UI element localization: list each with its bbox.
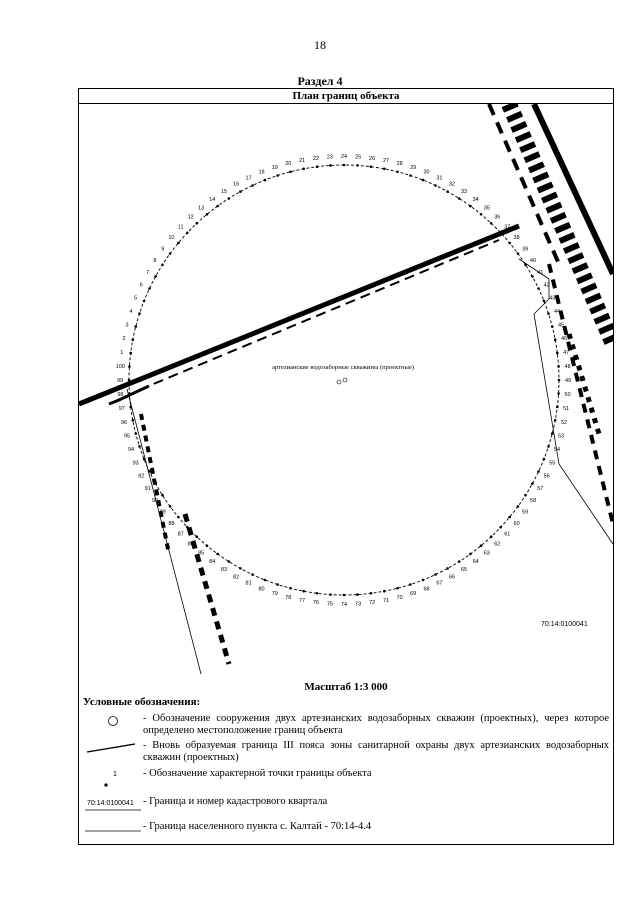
boundary-point — [524, 494, 527, 497]
legend-title: Условные обозначения: — [83, 696, 201, 708]
boundary-point — [469, 205, 472, 208]
boundary-point-number: 95 — [123, 433, 131, 440]
boundary-point — [517, 505, 520, 508]
boundary-point — [480, 213, 483, 216]
boundary-point — [370, 165, 373, 168]
boundary-point-number: 23 — [326, 154, 333, 161]
boundary-point — [557, 392, 560, 395]
boundary-point — [143, 458, 146, 461]
boundary-point-number: 15 — [220, 188, 228, 195]
boundary-point-number: 80 — [258, 586, 265, 593]
boundary-point — [251, 184, 254, 187]
boundary-point — [196, 222, 199, 225]
legend-item: - Вновь образуемая граница III пояса зоны санитарной охраны двух артезианских водозаборных скважин (проектных) — [143, 740, 609, 763]
boundary-point — [551, 325, 554, 328]
boundary-point — [143, 300, 146, 303]
boundary-point — [556, 352, 559, 355]
boundary-point — [138, 312, 141, 315]
boundary-point — [554, 419, 557, 422]
boundary-point — [343, 594, 346, 597]
boundary-point-number: 31 — [436, 175, 443, 182]
boundary-point — [531, 482, 534, 485]
boundary-point — [316, 592, 319, 595]
boundary-point-number: 36 — [494, 214, 501, 221]
boundary-point-number: 67 — [436, 580, 443, 587]
boundary-point — [499, 232, 502, 235]
boundary-point — [289, 171, 292, 174]
well-symbol — [337, 380, 341, 384]
boundary-point — [276, 174, 279, 177]
boundary-point — [557, 365, 560, 368]
boundary-point — [370, 592, 373, 595]
boundary-point-number: 52 — [560, 420, 568, 426]
well-symbol — [343, 378, 347, 382]
boundary-point — [239, 567, 242, 570]
boundary-point — [135, 432, 138, 435]
boundary-point — [556, 406, 559, 409]
boundary-point-number: 76 — [312, 600, 319, 607]
boundary-point — [302, 168, 305, 171]
boundary-point-number: 51 — [563, 406, 570, 413]
road-strip — [79, 226, 519, 413]
boundary-point — [186, 526, 189, 529]
boundary-point — [490, 222, 493, 225]
boundary-point-number: 18 — [258, 169, 265, 176]
boundary-point-number: 85 — [198, 550, 205, 557]
boundary-point — [356, 593, 359, 596]
boundary-point — [434, 573, 437, 576]
boundary-point — [264, 579, 267, 582]
boundary-point-number: 65 — [460, 567, 468, 574]
boundary-point-number: 70 — [396, 595, 403, 601]
boundary-point — [329, 593, 332, 596]
boundary-point — [422, 579, 425, 582]
boundary-point — [383, 168, 386, 171]
point-icon-label: 1 — [113, 771, 117, 778]
boundary-point-number: 93 — [132, 460, 139, 467]
boundary-point-number: 60 — [513, 520, 520, 527]
boundary-point — [554, 338, 557, 341]
boundary-point-number: 74 — [340, 602, 348, 608]
legend-item: - Граница и номер кадастрового квартала — [143, 796, 328, 807]
boundary-point — [177, 242, 180, 245]
boundary-point-number: 32 — [448, 181, 455, 188]
boundary-point — [132, 338, 135, 341]
boundary-point-number: 68 — [423, 586, 430, 593]
boundary-point-number: 62 — [494, 541, 501, 548]
boundary-point — [434, 184, 437, 187]
cadastral-label: 70:14:0100041 — [541, 621, 588, 628]
boundary-point-number: 92 — [138, 473, 145, 480]
boundary-point-number: 57 — [537, 485, 544, 492]
settlement-line-icon — [85, 829, 141, 833]
boundary-point — [547, 312, 550, 315]
boundary-point-number: 79 — [271, 591, 278, 597]
legend-item: - Граница населенного пункта с. Калтай - 70:14-4.4 — [143, 821, 372, 832]
boundary-point-number: 13 — [198, 205, 205, 212]
boundary-point-number: 96 — [120, 420, 128, 426]
boundary-point — [128, 392, 131, 395]
boundary-point-number: 71 — [382, 598, 390, 604]
boundary-point-number: 24 — [340, 154, 348, 160]
boundary-point-number: 14 — [209, 196, 216, 203]
boundary-point-number: 46 — [560, 336, 568, 342]
boundary-point-number: 82 — [233, 574, 240, 581]
boundary-point-number: 88 — [168, 520, 175, 527]
zone-boundary-circle — [129, 165, 559, 595]
boundary-point-number: 41 — [537, 270, 544, 277]
boundary-point-number: 34 — [472, 196, 479, 203]
boundary-point-number: 97 — [118, 406, 125, 413]
boundary-point-number: 58 — [530, 498, 537, 504]
wells-label: артезианские водозаборные скважины (проектные) — [272, 364, 414, 371]
boundary-point-number: 43 — [549, 295, 556, 302]
boundary-point — [216, 553, 219, 556]
boundary-point — [543, 300, 546, 303]
boundary-point — [129, 352, 132, 355]
boundary-point — [276, 583, 279, 586]
boundary-point-number: 55 — [549, 460, 556, 467]
boundary-point-number: 16 — [233, 181, 240, 188]
boundary-point-number: 69 — [410, 591, 417, 597]
boundary-point-number: 6 — [139, 282, 143, 289]
boundary-map — [79, 104, 613, 676]
boundary-point-number: 47 — [563, 349, 570, 356]
boundary-point — [177, 516, 180, 519]
boundary-point — [154, 482, 157, 485]
boundary-point-number: 19 — [271, 165, 278, 171]
boundary-point — [196, 535, 199, 538]
boundary-point-number: 35 — [483, 205, 490, 212]
boundary-point-number: 98 — [117, 392, 124, 399]
boundary-point-number: 56 — [543, 473, 550, 480]
boundary-point-number: 54 — [553, 447, 561, 454]
boundary-point-number: 81 — [245, 580, 252, 587]
boundary-point-number: 3 — [125, 322, 129, 329]
boundary-point-number: 78 — [285, 595, 292, 601]
boundary-point — [537, 287, 540, 290]
boundary-point — [499, 526, 502, 529]
boundary-point-number: 37 — [504, 224, 511, 231]
boundary-point — [446, 567, 449, 570]
boundary-point — [409, 174, 412, 177]
boundary-point-number: 29 — [410, 165, 417, 171]
boundary-point — [316, 165, 319, 168]
boundary-point — [206, 544, 209, 547]
boundary-point — [128, 365, 131, 368]
page-number: 18 — [314, 38, 326, 52]
boundary-point-number: 99 — [116, 378, 124, 384]
boundary-point-number: 2 — [122, 336, 126, 342]
boundary-point — [343, 164, 346, 167]
boundary-point-number: 22 — [312, 155, 319, 162]
boundary-point-number: 20 — [285, 161, 292, 167]
boundary-point — [186, 232, 189, 235]
boundary-point-number: 83 — [220, 567, 228, 574]
boundary-point-number: 86 — [187, 541, 194, 548]
boundary-point — [239, 190, 242, 193]
boundary-point — [264, 179, 267, 182]
legend-item: - Обозначение характерной точки границы объекта — [143, 768, 372, 779]
boundary-point — [458, 197, 461, 200]
boundary-point — [409, 583, 412, 586]
boundary-point-number: 40 — [530, 258, 537, 264]
boundary-point-number: 61 — [504, 531, 511, 538]
boundary-point-number: 94 — [127, 447, 135, 454]
boundary-point-number: 5 — [134, 295, 138, 302]
boundary-point-number: 75 — [326, 601, 333, 608]
boundary-point-number: 73 — [355, 601, 362, 608]
boundary-point-number: 89 — [159, 509, 166, 516]
boundary-point — [329, 164, 332, 167]
circle-icon — [107, 715, 119, 727]
boundary-point — [469, 553, 472, 556]
boundary-point — [161, 264, 164, 267]
cadastral-line-icon — [85, 808, 141, 812]
boundary-point-number: 49 — [564, 378, 572, 384]
boundary-point-number: 26 — [369, 155, 376, 162]
boundary-point — [543, 458, 546, 461]
boundary-point — [206, 213, 209, 216]
creek-strip — [141, 414, 229, 664]
boundary-point — [132, 419, 135, 422]
boundary-point — [422, 179, 425, 182]
boundary-point — [480, 544, 483, 547]
boundary-point-number: 11 — [177, 224, 184, 231]
boundary-point-number: 44 — [553, 308, 561, 315]
boundary-point-number: 8 — [153, 258, 157, 264]
boundary-point-number: 90 — [151, 498, 158, 504]
boundary-point — [508, 242, 511, 245]
boundary-point-number: 9 — [161, 246, 165, 253]
boundary-point-number: 27 — [382, 158, 390, 164]
boundary-point — [490, 535, 493, 538]
boundary-point — [531, 275, 534, 278]
boundary-point — [458, 560, 461, 563]
boundary-point — [289, 587, 292, 590]
boundary-point — [169, 505, 172, 508]
boundary-point — [524, 264, 527, 267]
boundary-point — [558, 379, 561, 382]
boundary-point-number: 63 — [483, 550, 490, 557]
boundary-point-number: 4 — [129, 308, 133, 315]
boundary-point — [161, 494, 164, 497]
boundary-point-number: 91 — [144, 485, 151, 492]
boundary-point — [148, 470, 151, 473]
boundary-point — [356, 164, 359, 167]
boundary-line-icon — [85, 742, 137, 754]
boundary-point — [396, 587, 399, 590]
boundary-point — [228, 560, 231, 563]
boundary-point-number: 100 — [115, 363, 125, 370]
boundary-point — [154, 275, 157, 278]
boundary-point-number: 45 — [557, 322, 565, 329]
scale-label: Масштаб 1:3 000 — [304, 681, 388, 693]
boundary-point — [251, 573, 254, 576]
boundary-point-number: 64 — [472, 559, 479, 566]
cadastral-line-label: 70:14:0100041 — [87, 800, 134, 807]
boundary-point — [302, 590, 305, 593]
boundary-point — [148, 287, 151, 290]
boundary-point-number: 33 — [460, 188, 468, 195]
legend-item: - Обозначение сооружения двух артезианских водозаборных скважин (проектных), через которое определено местоположение границ объекта — [143, 713, 609, 736]
boundary-point-number: 84 — [209, 559, 216, 566]
boundary-point-number: 53 — [557, 433, 565, 440]
boundary-point-number: 87 — [177, 531, 184, 538]
boundary-point — [228, 197, 231, 200]
boundary-point-number: 21 — [298, 158, 306, 164]
boundary-point-number: 7 — [146, 270, 150, 277]
boundary-point — [383, 590, 386, 593]
boundary-point-number: 77 — [298, 598, 306, 604]
boundary-point — [135, 325, 138, 328]
boundary-point — [446, 190, 449, 193]
boundary-point-number: 1 — [120, 349, 124, 356]
boundary-point-number: 42 — [543, 282, 550, 289]
boundary-point — [169, 252, 172, 255]
boundary-point — [537, 470, 540, 473]
boundary-point-number: 39 — [522, 246, 529, 253]
boundary-point — [517, 252, 520, 255]
boundary-point — [129, 406, 132, 409]
boundary-point-number: 10 — [168, 235, 175, 242]
boundary-point — [547, 445, 550, 448]
boundary-point-number: 72 — [369, 600, 376, 607]
boundary-point-number: 38 — [513, 235, 520, 242]
boundary-point — [138, 445, 141, 448]
boundary-point-number: 28 — [396, 161, 403, 167]
boundary-point-number: 17 — [245, 175, 252, 182]
boundary-point — [551, 432, 554, 435]
section-title: Раздел 4 — [297, 74, 343, 88]
boundary-point-number: 66 — [448, 574, 455, 581]
boundary-point-number: 50 — [564, 392, 571, 399]
plan-title: План границ объекта — [78, 89, 614, 104]
boundary-point-number: 59 — [522, 509, 529, 516]
boundary-point-number: 48 — [564, 363, 571, 370]
boundary-point — [216, 205, 219, 208]
boundary-point — [128, 379, 131, 382]
boundary-point-number: 12 — [187, 214, 194, 221]
boundary-point — [396, 171, 399, 174]
boundary-point — [508, 516, 511, 519]
boundary-point-number: 30 — [423, 169, 430, 176]
boundary-point-number: 25 — [355, 154, 362, 161]
